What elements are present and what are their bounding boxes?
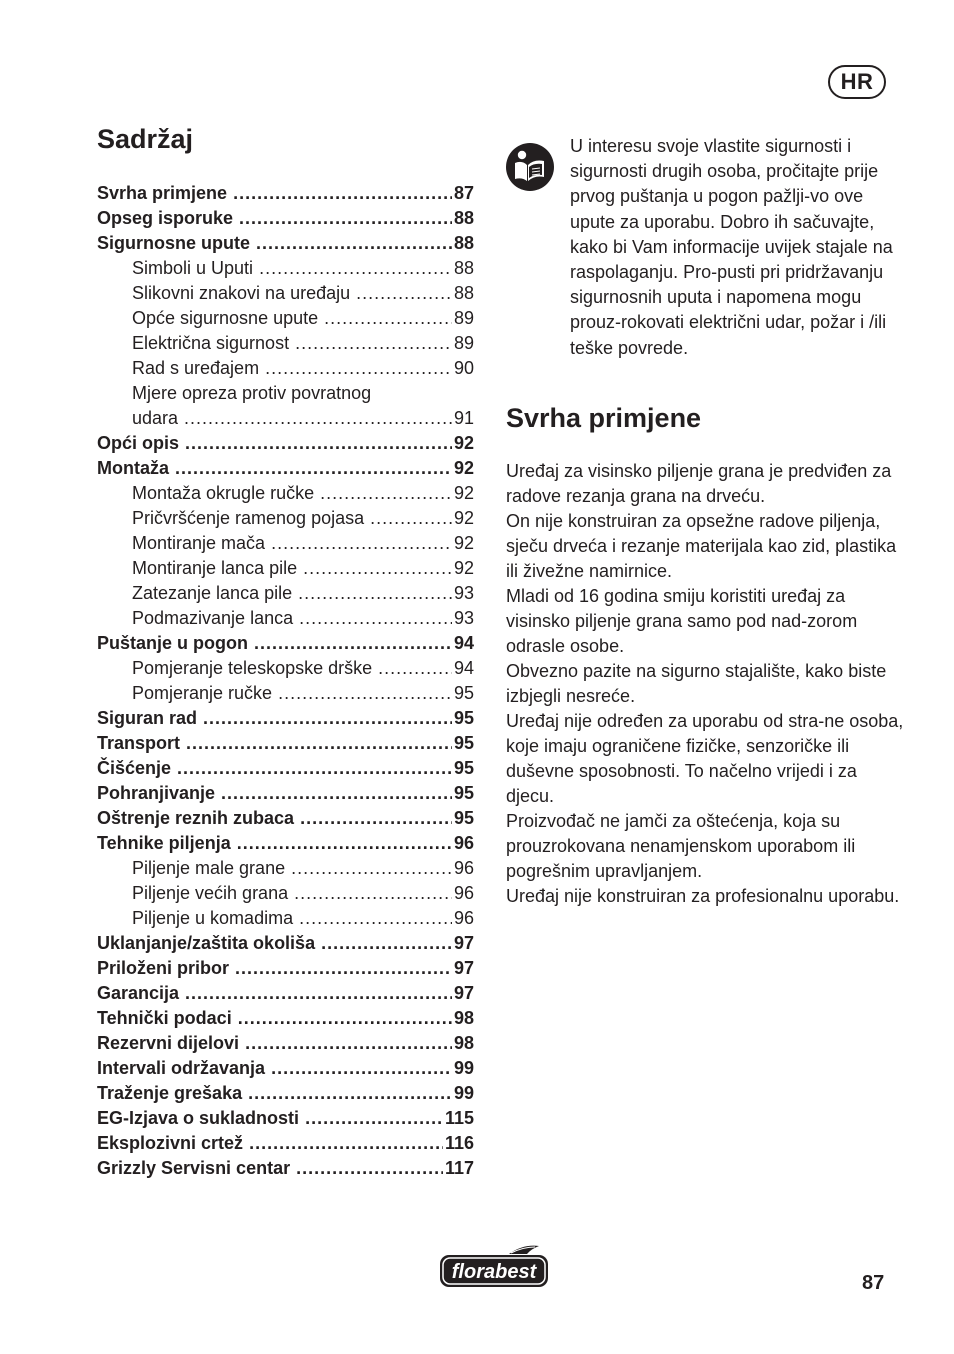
toc-leader-dots xyxy=(305,1108,443,1129)
toc-entry xyxy=(97,658,474,683)
toc-entry-page: 95 xyxy=(453,758,474,778)
toc-leader-dots xyxy=(259,258,452,279)
toc-entry xyxy=(97,1083,474,1108)
toc-entry-title: Piljenje većih grana xyxy=(132,883,289,903)
paragraph: On nije konstruiran za opsežne radove piljenja, sječu drveća i rezanje materijala kao zid, plastika ili živežne namirnice. xyxy=(506,511,897,581)
toc-entry-title: Simboli u Uputi xyxy=(132,258,254,278)
toc-leader-dots xyxy=(186,733,452,754)
toc-entry-page: 99 xyxy=(453,1083,474,1103)
toc-entry-page: 93 xyxy=(453,608,474,628)
toc-leader-dots xyxy=(296,1158,443,1179)
toc-entry-title: udara xyxy=(132,408,179,428)
toc-entry-page: 88 xyxy=(453,258,474,278)
table-of-contents xyxy=(97,183,474,1183)
toc-entry-title: Pomjeranje teleskopske drške xyxy=(132,658,373,678)
paragraph: Mladi od 16 godina smiju koristiti uređaj za visinsko piljenje grana samo pod nad-zorom odrasle osobe. xyxy=(506,586,858,656)
toc-entry-title: Pohranjivanje xyxy=(97,783,216,803)
toc-entry-title: Električna sigurnost xyxy=(132,333,290,353)
toc-entry-title: Pomjeranje ručke xyxy=(132,683,273,703)
toc-leader-dots xyxy=(248,1083,452,1104)
toc-entry-page: 96 xyxy=(453,908,474,928)
toc-entry xyxy=(97,758,474,783)
toc-entry-title: Traženje grešaka xyxy=(97,1083,243,1103)
toc-leader-dots xyxy=(221,783,452,804)
toc-entry-page: 92 xyxy=(453,558,474,578)
purpose-body xyxy=(506,459,906,909)
toc-leader-dots xyxy=(356,283,452,304)
toc-entry-page: 92 xyxy=(453,458,474,478)
toc-entry-page: 92 xyxy=(453,433,474,453)
toc-leader-dots xyxy=(295,333,452,354)
toc-entry-title: Oštrenje reznih zubaca xyxy=(97,808,295,828)
toc-leader-dots xyxy=(271,533,452,554)
toc-entry xyxy=(97,633,474,658)
read-manual-icon xyxy=(506,143,554,191)
toc-entry-title: Montaža okrugle ručke xyxy=(132,483,315,503)
toc-entry-page: 96 xyxy=(453,883,474,903)
toc-entry-page: 88 xyxy=(453,283,474,303)
toc-entry xyxy=(97,258,474,283)
section-title-purpose: Svrha primjene xyxy=(506,403,702,433)
toc-entry xyxy=(97,208,474,233)
toc-entry-page: 95 xyxy=(453,783,474,803)
toc-leader-dots xyxy=(256,233,452,254)
toc-entry-title: Tehnički podaci xyxy=(97,1008,232,1028)
toc-entry-title: Eksplozivni crtež xyxy=(97,1133,244,1153)
toc-entry-page: 96 xyxy=(453,833,474,853)
toc-entry-title: Svrha primjene xyxy=(97,183,228,203)
toc-leader-dots xyxy=(249,1133,443,1154)
toc-entry xyxy=(97,183,474,208)
toc-leader-dots xyxy=(321,933,452,954)
toc-entry-title: Mjere opreza protiv povratnog xyxy=(132,383,372,403)
toc-leader-dots xyxy=(185,433,452,454)
toc-entry xyxy=(97,1133,474,1158)
toc-entry-title: Transport xyxy=(97,733,181,753)
toc-entry-page: 97 xyxy=(453,933,474,953)
toc-entry xyxy=(97,558,474,583)
toc-leader-dots xyxy=(324,308,452,329)
toc-entry-title: Sigurnosne upute xyxy=(97,233,250,253)
toc-leader-dots xyxy=(239,208,452,229)
toc-entry xyxy=(97,233,474,258)
toc-leader-dots xyxy=(238,1008,452,1029)
toc-entry-page: 115 xyxy=(444,1108,474,1128)
toc-entry-title: Rezervni dijelovi xyxy=(97,1033,240,1053)
florabest-logo xyxy=(437,1244,551,1290)
toc-entry xyxy=(97,683,474,708)
toc-entry-title: Tehnike piljenja xyxy=(97,833,231,853)
toc-entry xyxy=(97,608,474,633)
toc-entry xyxy=(97,308,474,333)
toc-entry xyxy=(97,458,474,483)
toc-entry-page: 96 xyxy=(453,858,474,878)
paragraph: Uređaj nije konstruiran za profesionalnu uporabu. xyxy=(506,886,900,906)
toc-entry xyxy=(97,883,474,908)
toc-leader-dots xyxy=(320,483,452,504)
toc-entry-title: Intervali održavanja xyxy=(97,1058,266,1078)
toc-leader-dots xyxy=(370,508,452,529)
toc-entry xyxy=(97,333,474,358)
toc-entry-page: 91 xyxy=(453,408,474,428)
toc-entry-title: Slikovni znakovi na uređaju xyxy=(132,283,351,303)
safety-note: U interesu svoje vlastite sigurnosti i sigurnosti drugih osoba, pročitajte prije prvog puštanja u pogon pažlji-vo ove upute za uporabu. Dobro ih sačuvajte, kako bi Vam informacije uvijek stajale na raspolaganju. Pro-pusti pri pridržavanju sigurnosnih uputa i napomena mogu prouz-rokovati električni udar, požar i /ili teške povrede. xyxy=(570,136,893,358)
toc-entry xyxy=(97,1158,474,1183)
toc-entry-page: 98 xyxy=(453,1008,474,1028)
toc-entry-title: Priloženi pribor xyxy=(97,958,230,978)
toc-entry xyxy=(97,483,474,508)
toc-title: Sadržaj xyxy=(97,124,194,154)
toc-entry xyxy=(97,1058,474,1083)
toc-entry xyxy=(97,1108,474,1133)
toc-entry-title: Opće sigurnosne upute xyxy=(132,308,319,328)
toc-leader-dots xyxy=(177,758,452,779)
toc-leader-dots xyxy=(300,808,452,829)
toc-entry-page: 88 xyxy=(453,233,474,253)
toc-entry xyxy=(97,408,474,433)
toc-entry-page: 95 xyxy=(453,708,474,728)
toc-entry-page: 89 xyxy=(453,308,474,328)
toc-entry xyxy=(97,983,474,1008)
toc-entry-title: Pričvršćenje ramenog pojasa xyxy=(132,508,365,528)
toc-leader-dots xyxy=(271,1058,452,1079)
language-code: HR xyxy=(840,69,874,94)
toc-entry-title: Garancija xyxy=(97,983,180,1003)
toc-entry-page: 92 xyxy=(453,533,474,553)
toc-entry-title: Montiranje lanca pile xyxy=(132,558,298,578)
toc-entry xyxy=(97,808,474,833)
toc-leader-dots xyxy=(233,183,452,204)
page-number: 87 xyxy=(862,1272,885,1294)
toc-entry-page: 90 xyxy=(453,358,474,378)
toc-leader-dots xyxy=(175,458,452,479)
toc-entry-page: 87 xyxy=(453,183,474,203)
toc-entry xyxy=(97,533,474,558)
toc-entry-title: Uklanjanje/zaštita okoliša xyxy=(97,933,316,953)
toc-entry xyxy=(97,583,474,608)
toc-entry-title: Opći opis xyxy=(97,433,180,453)
toc-entry xyxy=(97,1008,474,1033)
toc-entry-page: 97 xyxy=(453,958,474,978)
toc-entry-page: 95 xyxy=(453,808,474,828)
toc-leader-dots xyxy=(278,683,452,704)
toc-entry xyxy=(97,708,474,733)
toc-entry-title: Siguran rad xyxy=(97,708,198,728)
toc-leader-dots xyxy=(299,908,452,929)
toc-entry-page: 95 xyxy=(453,733,474,753)
toc-entry-page: 98 xyxy=(453,1033,474,1053)
toc-entry-title: Puštanje u pogon xyxy=(97,633,248,653)
toc-entry-title: Čišćenje xyxy=(97,758,172,778)
toc-entry xyxy=(97,508,474,533)
toc-entry-page: 116 xyxy=(444,1133,474,1153)
toc-entry-page: 88 xyxy=(453,208,474,228)
toc-entry-title: Montiranje mača xyxy=(132,533,266,553)
paragraph: Obvezno pazite na sigurno stajalište, kako biste izbjegli nesreće. xyxy=(506,661,887,706)
toc-entry-title: Podmazivanje lanca xyxy=(132,608,294,628)
toc-entry-title: Montaža xyxy=(97,458,169,478)
toc-leader-dots xyxy=(303,558,452,579)
toc-entry-page: 93 xyxy=(453,583,474,603)
toc-leader-dots xyxy=(299,608,452,629)
toc-entry-page: 95 xyxy=(453,683,474,703)
toc-entry xyxy=(97,933,474,958)
toc-entry xyxy=(97,833,474,858)
toc-entry xyxy=(97,783,474,808)
toc-entry-page: 99 xyxy=(453,1058,474,1078)
language-badge xyxy=(828,65,886,99)
toc-entry-title: Zatezanje lanca pile xyxy=(132,583,293,603)
toc-entry xyxy=(97,358,474,383)
toc-entry-page: 92 xyxy=(453,483,474,503)
toc-entry-page: 89 xyxy=(453,333,474,353)
toc-entry xyxy=(97,908,474,933)
toc-entry xyxy=(97,433,474,458)
toc-leader-dots xyxy=(185,983,452,1004)
toc-leader-dots xyxy=(291,858,452,879)
toc-entry xyxy=(97,958,474,983)
toc-entry-title: EG-Izjava o sukladnosti xyxy=(97,1108,300,1128)
toc-leader-dots xyxy=(184,408,452,429)
toc-leader-dots xyxy=(378,658,452,679)
toc-leader-dots xyxy=(245,1033,452,1054)
toc-entry-title: Piljenje male grane xyxy=(132,858,286,878)
toc-entry-page: 94 xyxy=(453,633,474,653)
toc-leader-dots xyxy=(265,358,452,379)
toc-entry-title: Grizzly Servisni centar xyxy=(97,1158,291,1178)
toc-entry-page: 97 xyxy=(453,983,474,1003)
toc-entry-page: 94 xyxy=(453,658,474,678)
toc-entry-title: Piljenje u komadima xyxy=(132,908,294,928)
toc-leader-dots xyxy=(237,833,452,854)
paragraph: Proizvođač ne jamči za oštećenja, koja su prouzrokovana nenamjenskom uporabom ili pogrešnim upravljanjem. xyxy=(506,811,856,881)
toc-entry-title: Rad s uređajem xyxy=(132,358,260,378)
paragraph: Uređaj za visinsko piljenje grana je predviđen za radove rezanja grana na drveću. xyxy=(506,461,892,506)
toc-entry-title: Opseg isporuke xyxy=(97,208,234,228)
toc-entry-page: 117 xyxy=(444,1158,474,1178)
toc-leader-dots xyxy=(203,708,452,729)
toc-leader-dots xyxy=(254,633,452,654)
toc-entry xyxy=(97,1033,474,1058)
toc-entry xyxy=(97,733,474,758)
toc-entry xyxy=(97,858,474,883)
toc-leader-dots xyxy=(298,583,452,604)
toc-leader-dots xyxy=(294,883,452,904)
logo-text: florabest xyxy=(451,1261,537,1283)
toc-entry-page: 92 xyxy=(453,508,474,528)
toc-entry xyxy=(97,383,474,408)
toc-leader-dots xyxy=(235,958,452,979)
toc-entry xyxy=(97,283,474,308)
paragraph: Uređaj nije određen za uporabu od stra-ne osoba, koje imaju ograničene fizičke, senzoričke ili duševne sposobnosti. To načelno vrijedi i za djecu. xyxy=(506,711,904,806)
